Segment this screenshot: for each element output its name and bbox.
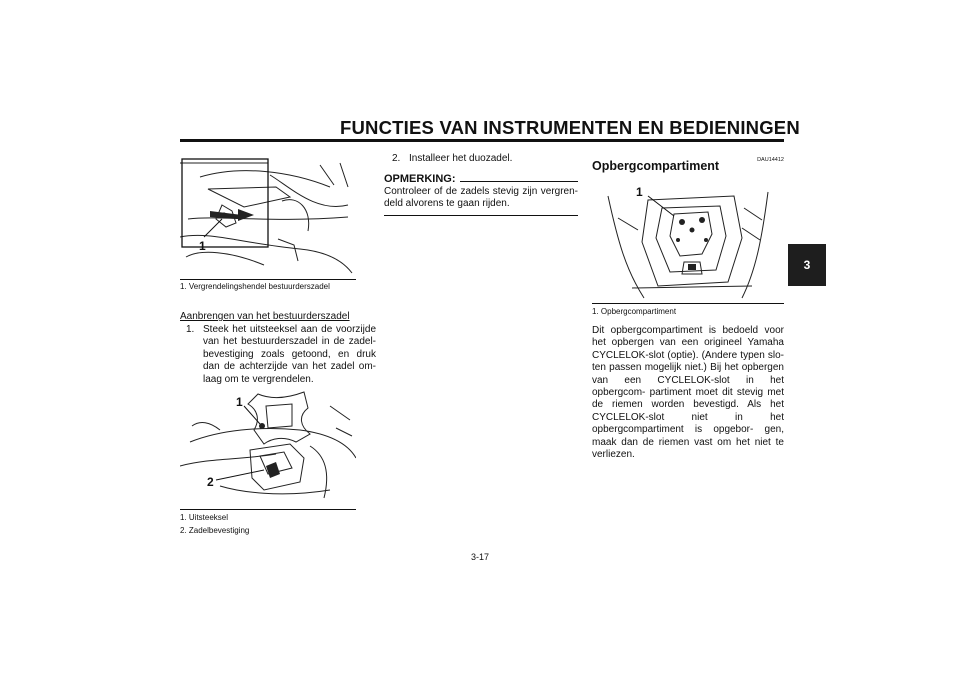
subheading-install-seat: Aanbrengen van het bestuurderszadel [180, 311, 350, 322]
figure2-caption-rule [180, 509, 356, 510]
figure1-caption: 1. Vergrendelingshendel bestuurderszadel [180, 282, 330, 291]
figure2-caption-2: 2. Zadelbevestiging [180, 526, 250, 535]
storage-compartment-illustration [592, 178, 784, 302]
figure3-caption: 1. Opbergcompartiment [592, 307, 677, 316]
note-heading: OPMERKING: [384, 173, 456, 185]
figure2-callout-1: 1 [236, 395, 243, 409]
figure2-callout-2: 2 [207, 475, 214, 489]
title-rule [180, 139, 784, 142]
note-heading-rule [460, 181, 578, 182]
figure-seat-lock-lever [180, 157, 356, 275]
figure1-callout-1: 1 [199, 239, 206, 253]
section-title: Opbergcompartiment [592, 159, 720, 173]
figure3-caption-rule [592, 303, 784, 304]
note-bottom-rule [384, 215, 578, 216]
note-text: Controleer of de zadels stevig zijn vergren- deld alvorens te gaan rijden. [384, 186, 578, 210]
storage-paragraph: Dit opbergcompartiment is bedoeld voor het opbergen van een origineel Yamaha CYCLELOK-slot (optie). (Andere typen slo- ten passen mogelijk niet.) Bij het opbergen van een CYCLELOK-slot in het opbergcom- partiment moet dit stevig met de riemen worden bevestigd. Als het CYCLELOK-slot niet in het opbergcompartiment is opgebor- gen, maak dan de riemen vast om het niet te verliezen. [592, 325, 784, 461]
step-2-number: 2. [392, 153, 401, 164]
figure2-caption-1: 1. Uitsteeksel [180, 513, 229, 522]
figure-storage-compartment [592, 178, 784, 302]
document-code: DAU14412 [757, 157, 784, 163]
page-title: FUNCTIES VAN INSTRUMENTEN EN BEDIENINGEN [340, 117, 800, 138]
seat-lock-lever-illustration [180, 157, 356, 275]
chapter-tab[interactable]: 3 [788, 244, 826, 286]
step-1 [186, 324, 376, 386]
step-1-text: Steek het uitsteeksel aan de voorzijde van het bestuurderszadel in de zadel- bevestiging zoals getoond, en druk dan de achterzijde van het zadel om- laag om te vergrendelen. [203, 324, 376, 385]
figure-seat-projection [180, 386, 356, 508]
seat-projection-illustration [180, 386, 356, 508]
step-2 [392, 153, 578, 165]
step-2-text: Installeer het duozadel. [409, 153, 513, 164]
figure3-callout-1: 1 [636, 185, 643, 199]
page-number: 3-17 [470, 552, 489, 562]
step-1-number: 1. [186, 324, 195, 335]
